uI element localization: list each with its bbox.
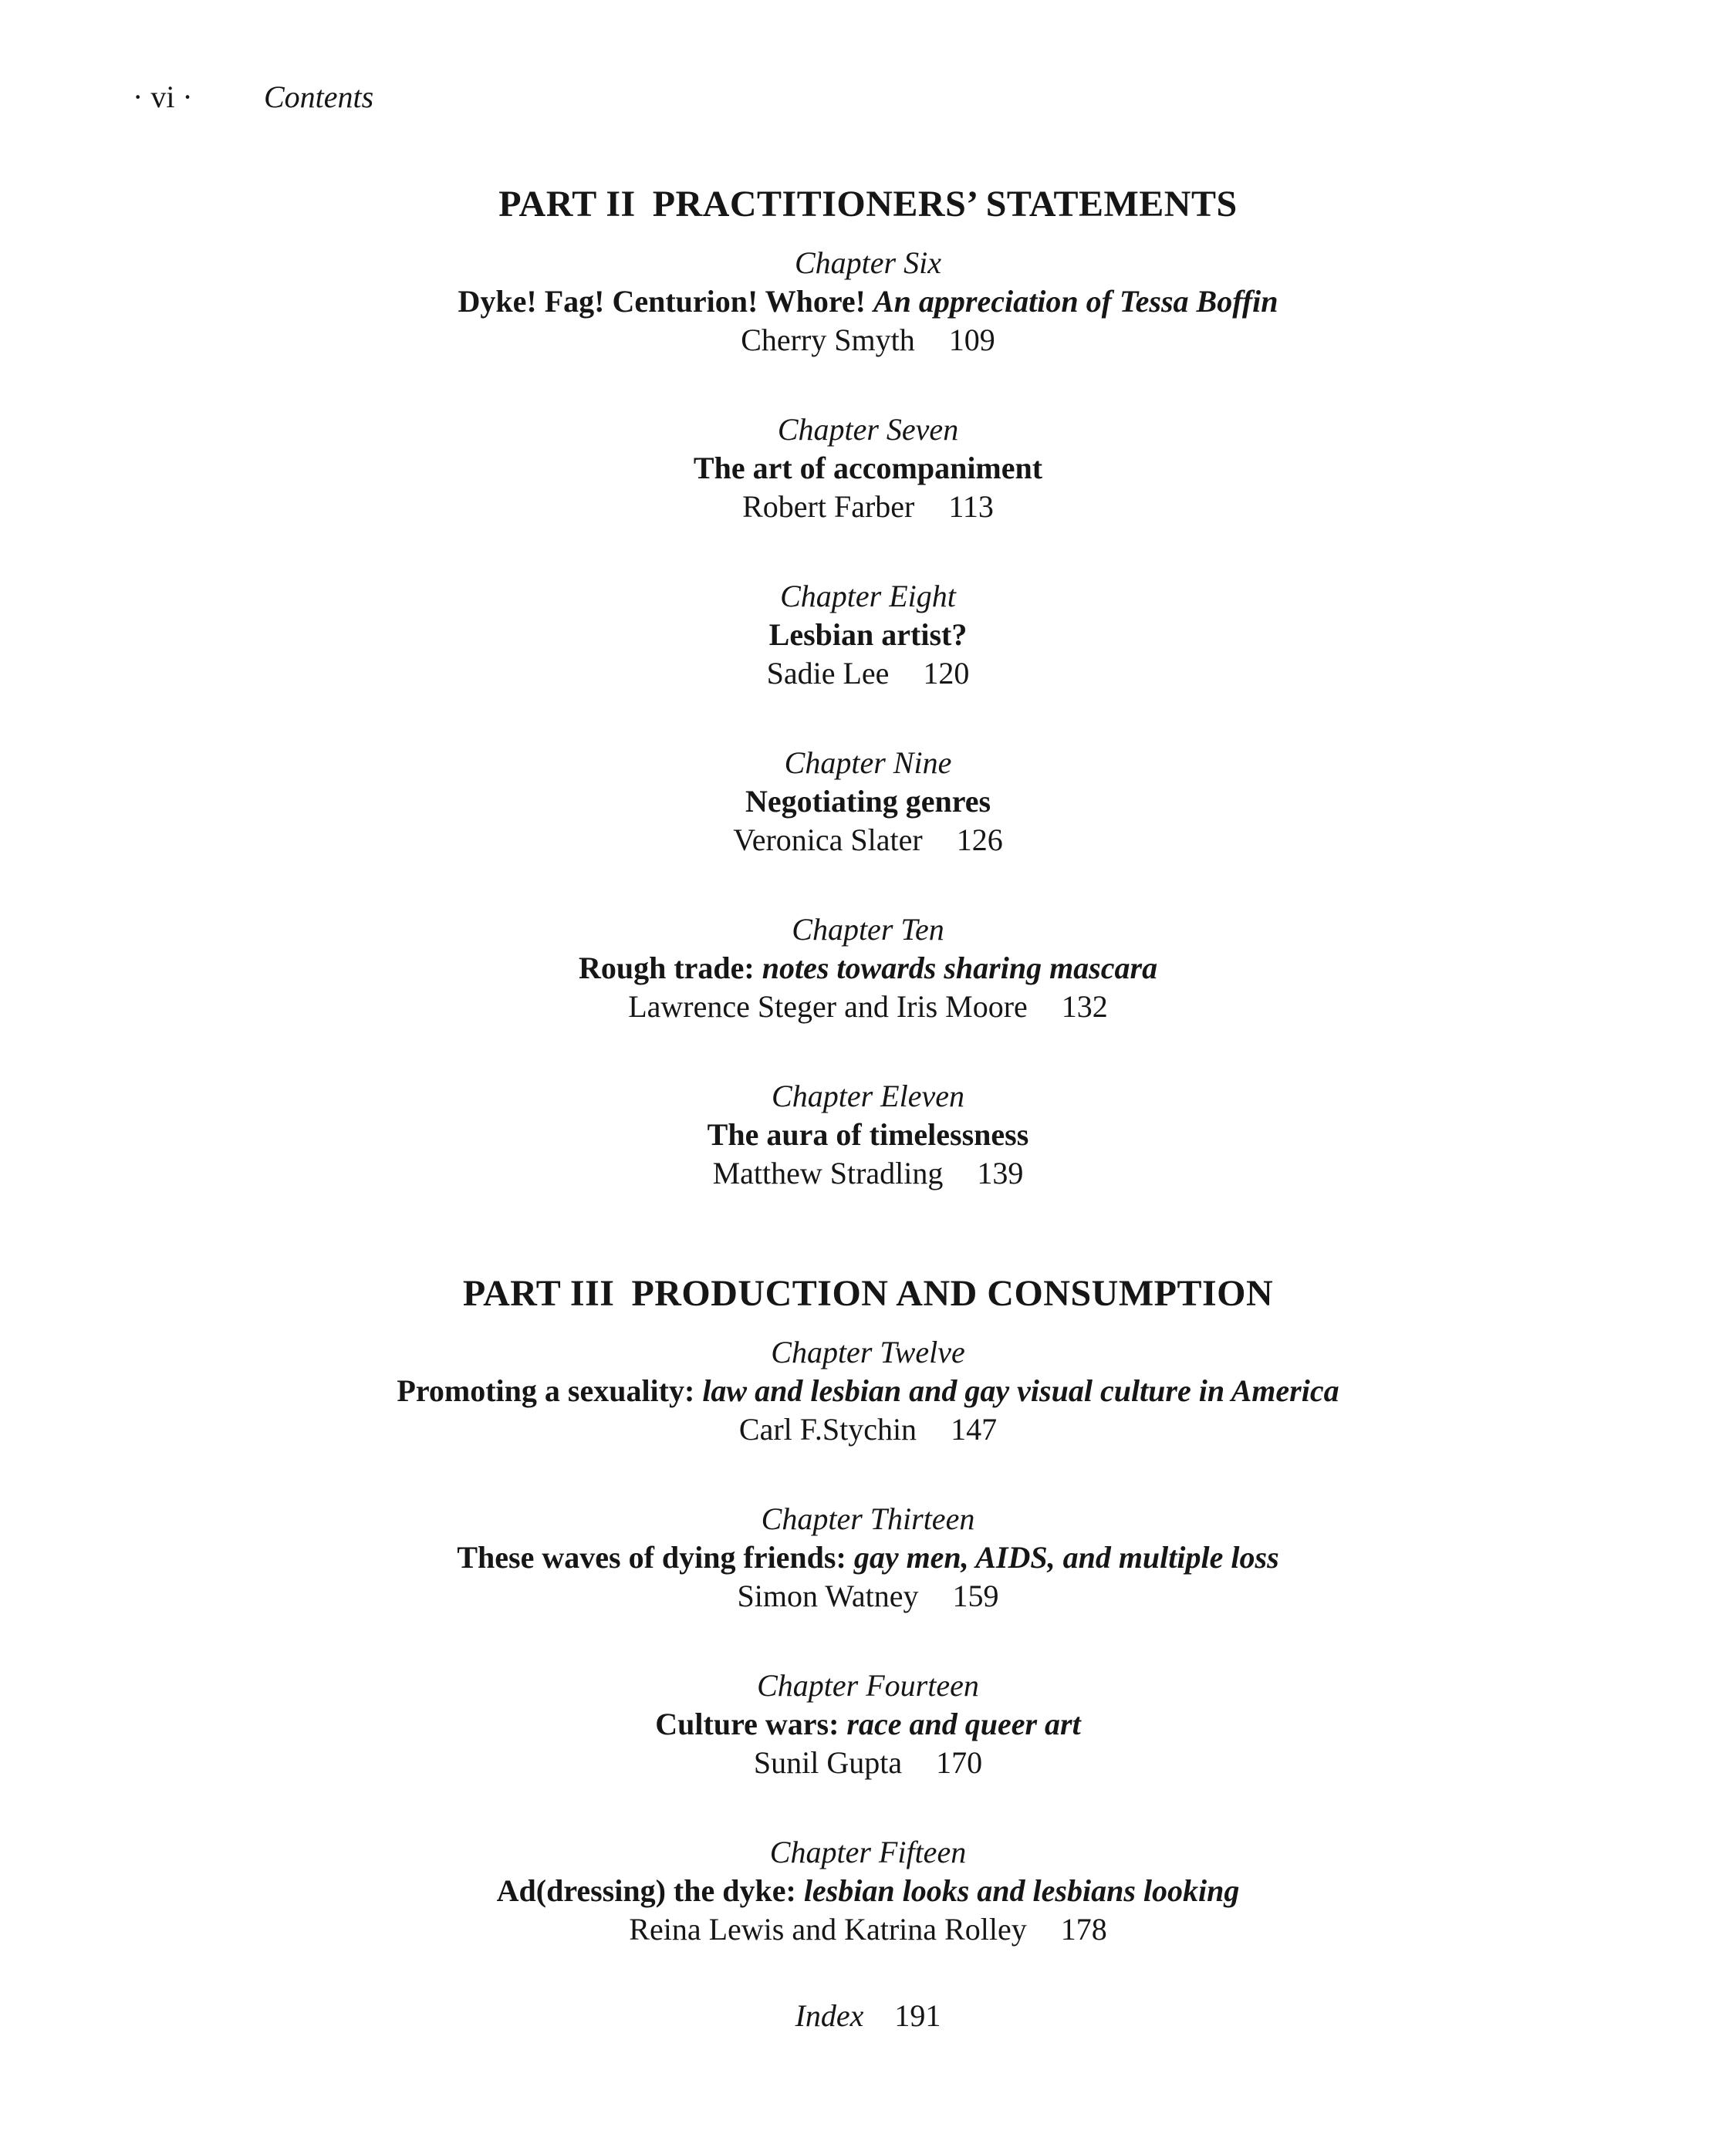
toc-entry [0, 244, 1736, 360]
chapter-main-title: Negotiating genres [745, 784, 991, 819]
toc-entry [0, 1833, 1736, 1949]
chapter-main-title: The aura of timelessness [707, 1117, 1029, 1152]
chapter-label: Chapter Fourteen [757, 1668, 979, 1703]
chapter-main-title: Rough trade: [578, 951, 755, 985]
index-page: 191 [894, 1998, 941, 2033]
chapter-label: Chapter Eleven [772, 1079, 964, 1113]
toc-entry [0, 577, 1736, 693]
chapter-page: 120 [923, 656, 970, 691]
running-title: Contents [264, 79, 374, 114]
chapter-author: Carl F.Stychin [738, 1412, 917, 1447]
part-title: PRACTITIONERS’ STATEMENTS [652, 184, 1238, 225]
chapter-label: Chapter Seven [777, 412, 959, 447]
chapter-author-line [0, 1744, 1736, 1782]
chapter-label: Chapter Nine [784, 745, 952, 780]
chapter-author-line [0, 1577, 1736, 1616]
toc-entry [0, 744, 1736, 859]
chapter-main-title: Dyke! Fag! Centurion! Whore! [458, 284, 866, 319]
chapter-title [0, 1705, 1736, 1744]
part-heading [0, 182, 1736, 227]
chapter-author-line [0, 1910, 1736, 1949]
chapter-subtitle: lesbian looks and lesbians looking [803, 1873, 1240, 1908]
chapter-author: Reina Lewis and Katrina Rolley [629, 1912, 1027, 1947]
chapter-author: Matthew Stradling [712, 1156, 944, 1190]
chapter-subtitle: gay men, AIDS, and multiple loss [853, 1540, 1279, 1575]
chapter-title [0, 949, 1736, 988]
chapter-author-line [0, 1154, 1736, 1193]
chapter-author: Sunil Gupta [753, 1745, 903, 1780]
chapter-label: Chapter Twelve [771, 1335, 965, 1369]
part-heading [0, 1271, 1736, 1316]
chapter-page: 113 [948, 489, 994, 524]
chapter-author-line [0, 321, 1736, 360]
chapter-author: Sadie Lee [766, 656, 890, 691]
chapter-page: 132 [1061, 989, 1108, 1024]
chapter-label: Chapter Six [795, 245, 941, 280]
chapter-subtitle: An appreciation of Tessa Boffin [873, 284, 1278, 319]
chapter-author-line [0, 488, 1736, 526]
toc-entry [0, 1077, 1736, 1193]
chapter-title [0, 616, 1736, 654]
running-head [133, 79, 373, 116]
chapter-subtitle: notes towards sharing mascara [762, 951, 1158, 985]
chapter-title [0, 1372, 1736, 1410]
chapter-title [0, 1872, 1736, 1910]
chapter-main-title: Lesbian artist? [768, 617, 968, 652]
toc-entry [0, 1333, 1736, 1449]
toc-entry [0, 410, 1736, 526]
index-label: Index [795, 1998, 864, 2033]
page-number: · vi · [133, 79, 193, 114]
chapter-label: Chapter Fifteen [769, 1835, 967, 1869]
chapter-title [0, 1116, 1736, 1154]
chapter-page: 109 [948, 323, 995, 357]
chapter-author-line [0, 988, 1736, 1026]
chapter-label: Chapter Eight [780, 579, 956, 613]
part-number: PART III [462, 1273, 615, 1314]
chapter-author: Lawrence Steger and Iris Moore [628, 989, 1028, 1024]
chapter-subtitle: law and lesbian and gay visual culture in America [702, 1373, 1339, 1408]
chapter-author-line [0, 1410, 1736, 1449]
toc-entry [0, 910, 1736, 1026]
toc-entry [0, 1667, 1736, 1782]
chapter-author-line [0, 654, 1736, 693]
chapter-author: Robert Farber [742, 489, 915, 524]
chapter-page: 178 [1060, 1912, 1107, 1947]
chapter-author: Simon Watney [737, 1579, 919, 1613]
chapter-main-title: The art of accompaniment [693, 451, 1043, 485]
chapter-page: 126 [956, 822, 1003, 857]
toc-entry [0, 1500, 1736, 1616]
chapter-main-title: Promoting a sexuality: [397, 1373, 695, 1408]
chapter-title [0, 782, 1736, 821]
chapter-main-title: These waves of dying friends: [457, 1540, 846, 1575]
chapter-page: 147 [951, 1412, 998, 1447]
chapter-author-line [0, 821, 1736, 859]
chapter-main-title: Ad(dressing) the dyke: [496, 1873, 796, 1908]
chapter-title [0, 282, 1736, 321]
chapter-label: Chapter Thirteen [761, 1501, 975, 1536]
chapter-author: Veronica Slater [733, 822, 923, 857]
chapter-page: 139 [977, 1156, 1024, 1190]
chapter-label: Chapter Ten [792, 912, 944, 947]
index-entry [0, 1997, 1736, 2035]
chapter-title [0, 449, 1736, 488]
part-title: PRODUCTION AND CONSUMPTION [631, 1273, 1274, 1314]
chapter-subtitle: race and queer art [846, 1707, 1081, 1741]
chapter-page: 170 [936, 1745, 983, 1780]
chapter-main-title: Culture wars: [655, 1707, 839, 1741]
part-number: PART II [498, 184, 636, 225]
chapter-title [0, 1538, 1736, 1577]
chapter-page: 159 [952, 1579, 999, 1613]
chapter-author: Cherry Smyth [741, 323, 915, 357]
